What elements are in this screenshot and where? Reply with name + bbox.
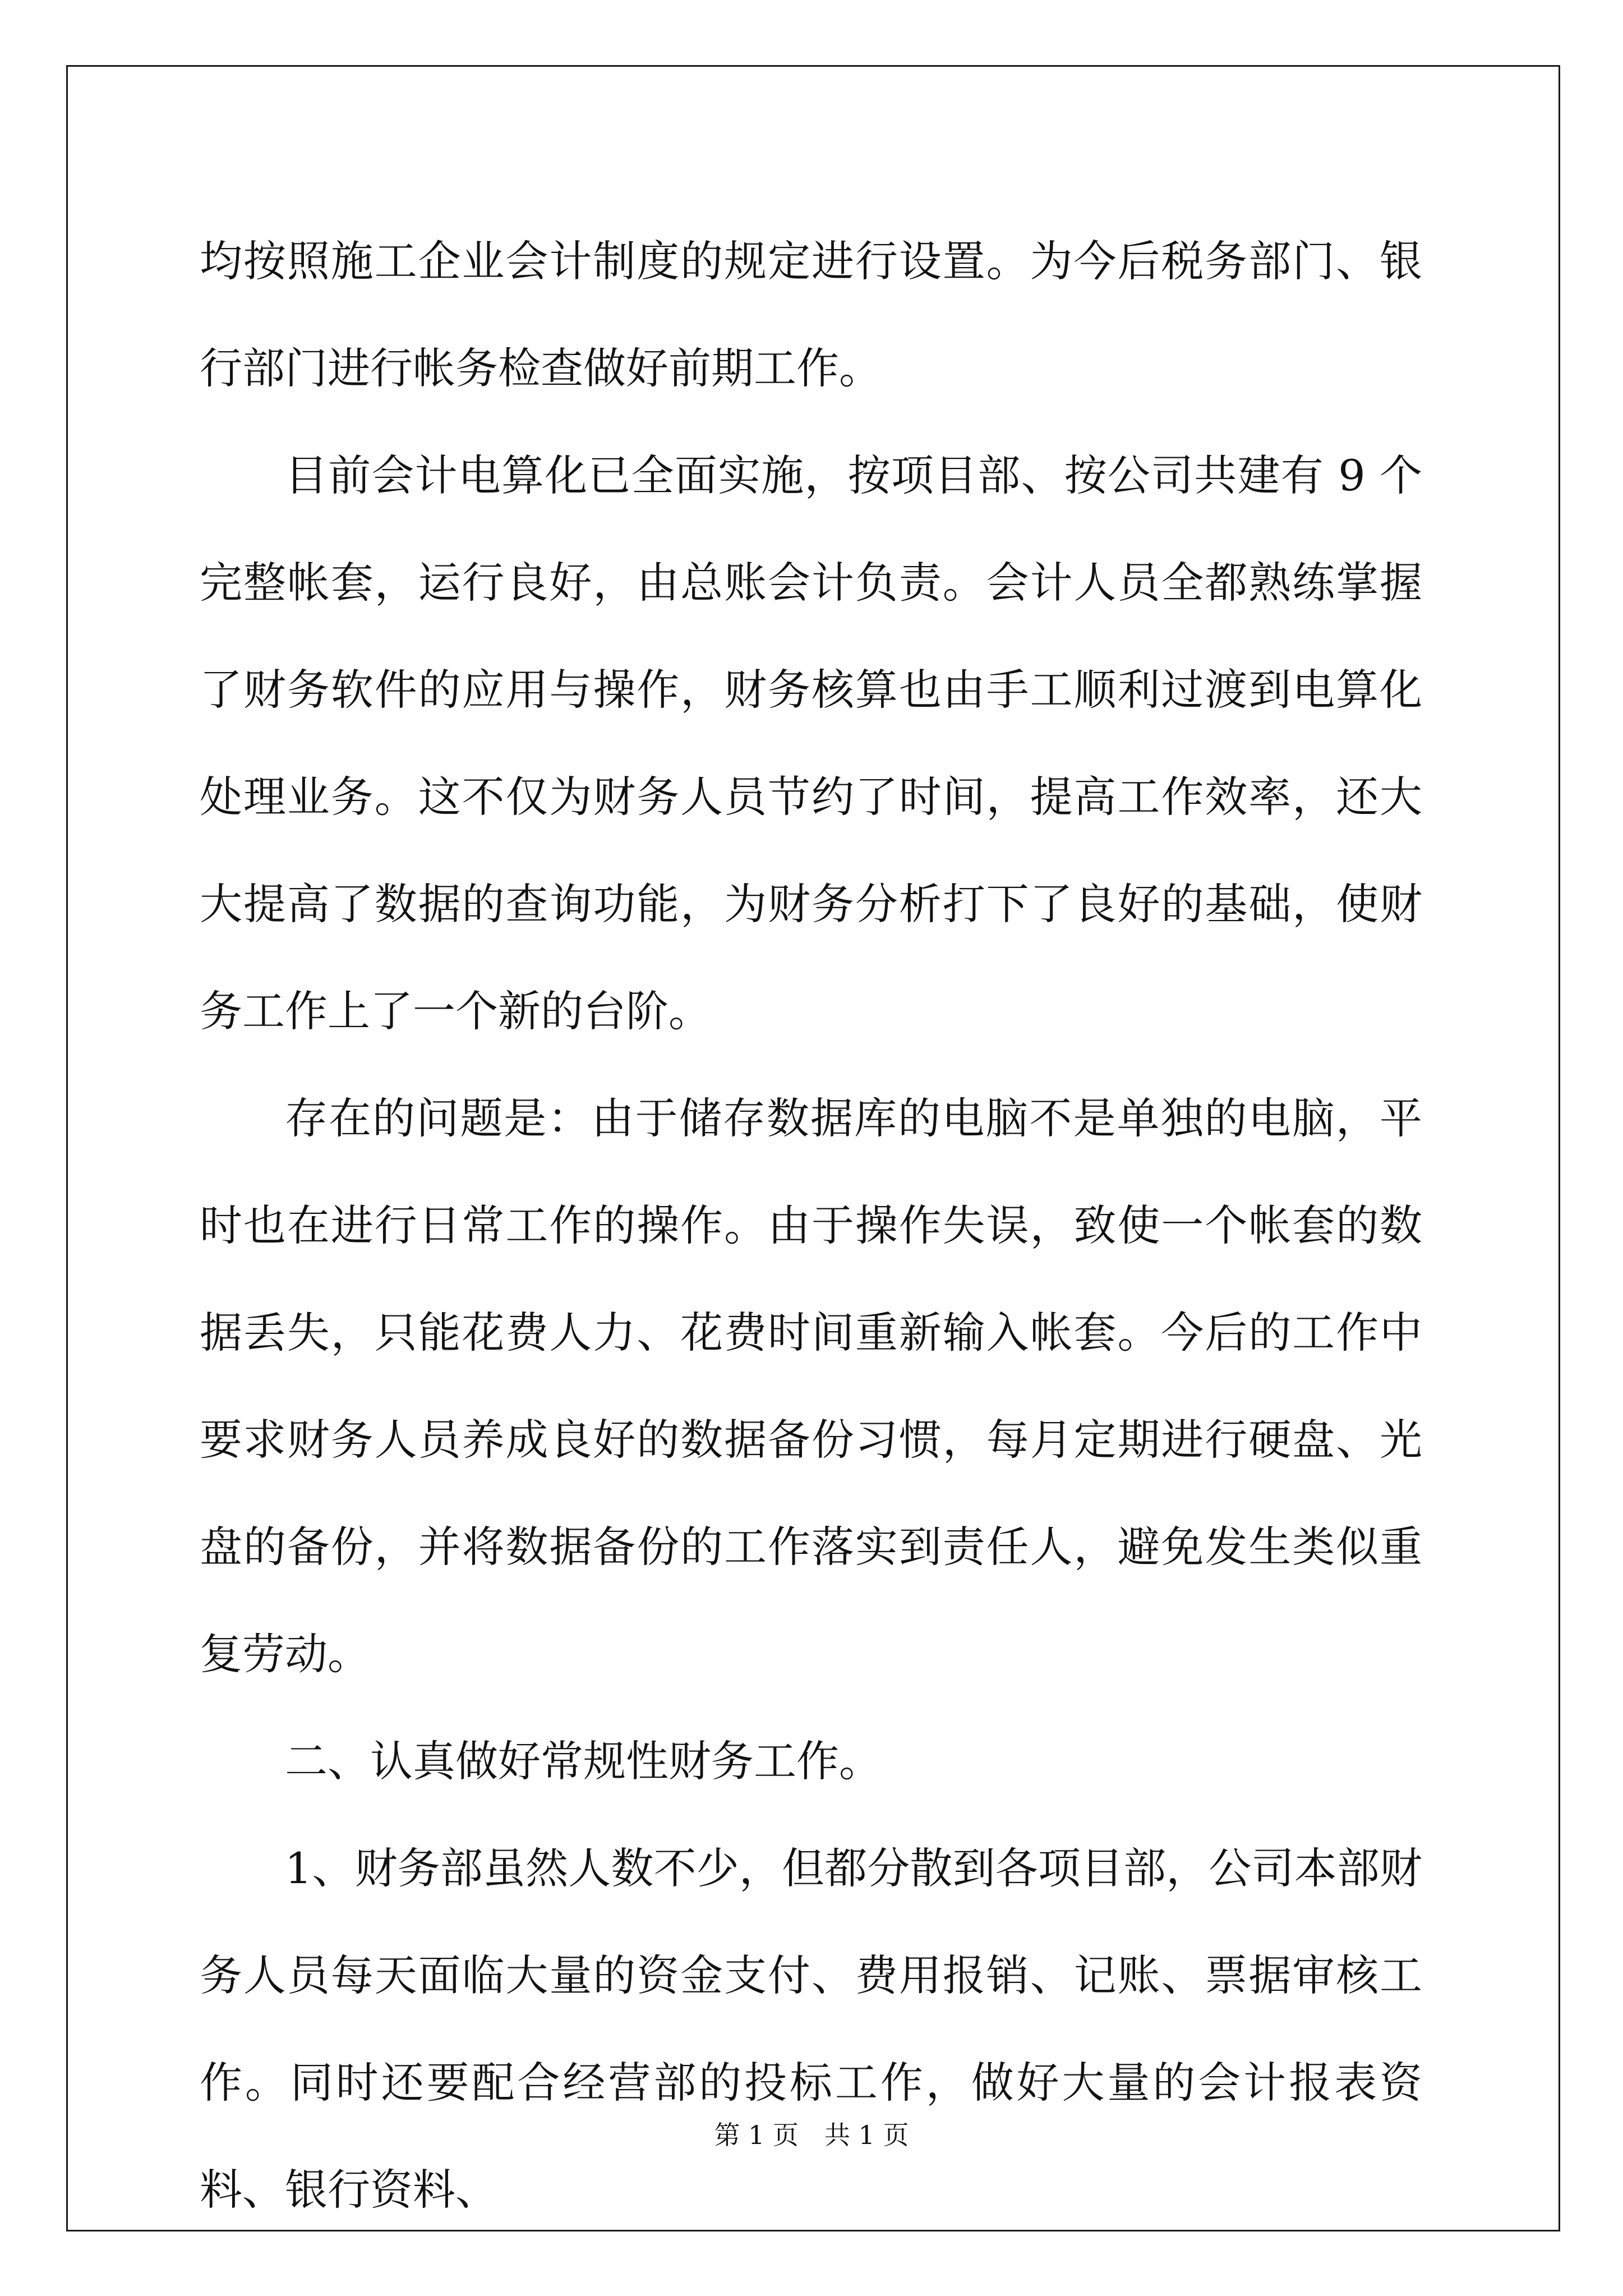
page-total: 共 1 页 — [824, 2120, 909, 2150]
document-body — [200, 208, 1422, 2243]
paragraph-3: 存在的问题是：由于储存数据库的电脑不是单独的电脑，平时也在进行日常工作的操作。由于操作失误，致使一个帐套的数据丢失，只能花费人力、花费时间重新输入帐套。今后的工作中要求财务人员养成良好的数据备份习惯，每月定期进行硬盘、光盘的备份，并将数据备份的工作落实到责任人，避免发生类似重复劳动。 — [200, 1093, 1422, 1679]
page-footer — [0, 2115, 1623, 2152]
paragraph-1: 均按照施工企业会计制度的规定进行设置。为今后税务部门、银行部门进行帐务检查做好前期工作。 — [200, 236, 1422, 393]
paragraph-5: 1、财务部虽然人数不少，但都分散到各项目部，公司本部财务人员每天面临大量的资金支付、费用报销、记账、票据审核工作。同时还要配合经营部的投标工作，做好大量的会计报表资料、银行资料、 — [200, 1843, 1422, 2215]
paragraph-2: 目前会计电算化已全面实施，按项目部、按公司共建有 9 个完整帐套，运行良好，由总账会计负责。会计人员全都熟练掌握了财务软件的应用与操作，财务核算也由手工顺利过渡到电算化处理业务。这不仅为财务人员节约了时间，提高工作效率，还大大提高了数据的查询功能，为财务分析打下了良好的基础，使财务工作上了一个新的台阶。 — [200, 450, 1422, 1036]
page-number: 第 1 页 — [714, 2120, 799, 2150]
section-heading: 二、认真做好常规性财务工作。 — [285, 1736, 882, 1786]
